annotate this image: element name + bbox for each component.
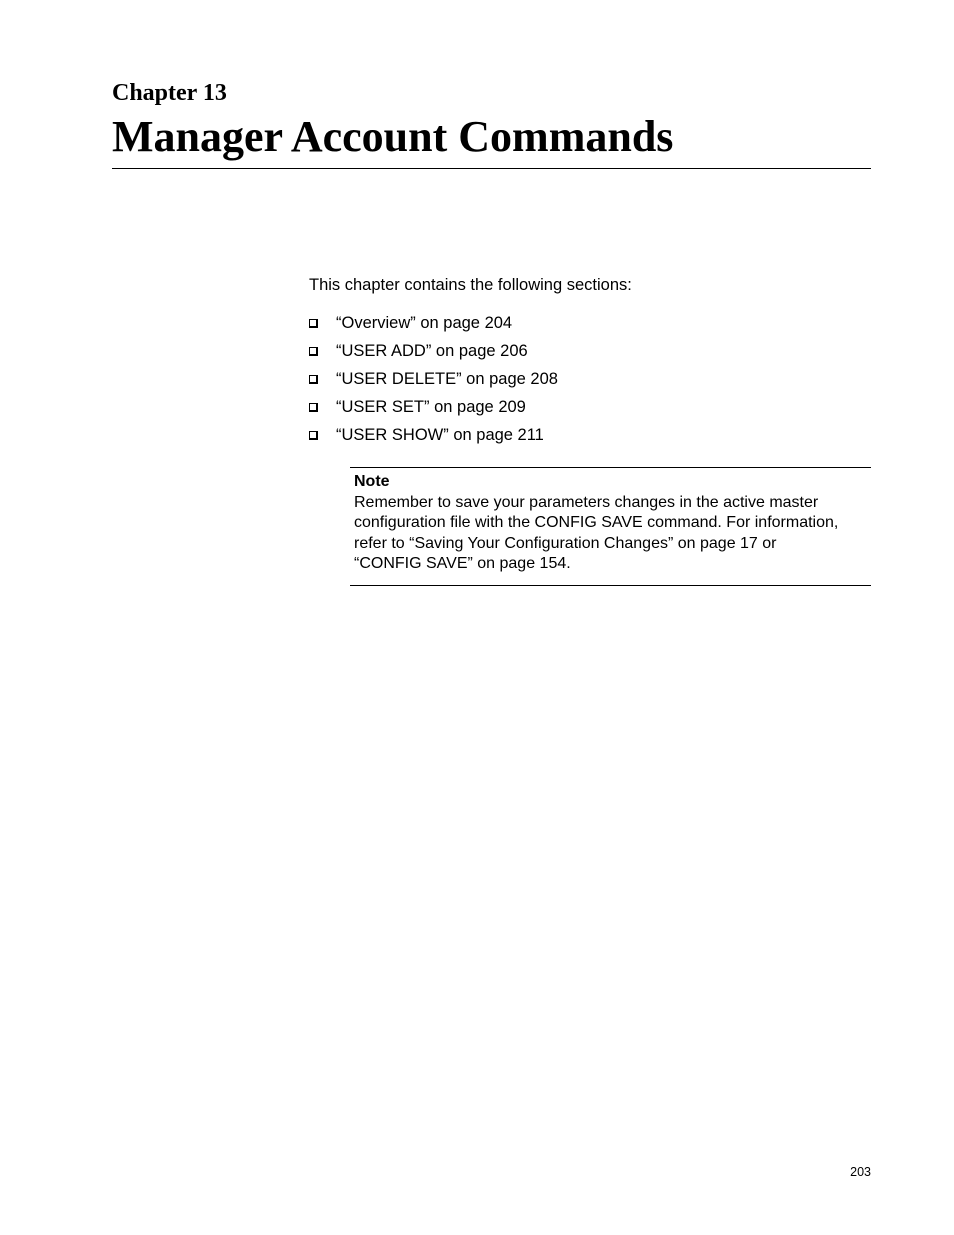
section-link-label: “USER ADD” on page 206 xyxy=(336,342,528,360)
section-link-label: “Overview” on page 204 xyxy=(336,314,513,332)
checkbox-square-icon xyxy=(309,347,318,356)
section-link-overview[interactable] xyxy=(309,313,558,341)
chapter-label: Chapter 13 xyxy=(112,80,227,106)
note-box xyxy=(350,467,871,586)
section-link-user-add[interactable] xyxy=(309,341,558,369)
section-link-label: “USER SHOW” on page 211 xyxy=(336,426,544,444)
note-heading: Note xyxy=(354,473,390,490)
note-line: configuration file with the CONFIG SAVE command. For information, xyxy=(354,514,839,531)
intro-text: This chapter contains the following sections: xyxy=(309,276,632,294)
checkbox-square-icon xyxy=(309,403,318,412)
section-link-label: “USER SET” on page 209 xyxy=(336,398,526,416)
section-link-user-delete[interactable] xyxy=(309,369,558,397)
checkbox-square-icon xyxy=(309,431,318,440)
checkbox-square-icon xyxy=(309,319,318,328)
section-link-user-show[interactable] xyxy=(309,425,558,453)
chapter-title: Manager Account Commands xyxy=(112,112,674,161)
note-line: “CONFIG SAVE” on page 154. xyxy=(354,555,571,572)
note-line: refer to “Saving Your Configuration Changes” on page 17 or xyxy=(354,534,777,552)
page-number: 203 xyxy=(850,1165,871,1179)
note-line: Remember to save your parameters changes in the active master xyxy=(354,493,819,511)
section-link-label: “USER DELETE” on page 208 xyxy=(336,370,558,388)
title-divider xyxy=(112,168,871,169)
section-link-user-set[interactable] xyxy=(309,397,558,425)
section-list xyxy=(309,313,558,453)
note-body xyxy=(354,493,867,575)
checkbox-square-icon xyxy=(309,375,318,384)
